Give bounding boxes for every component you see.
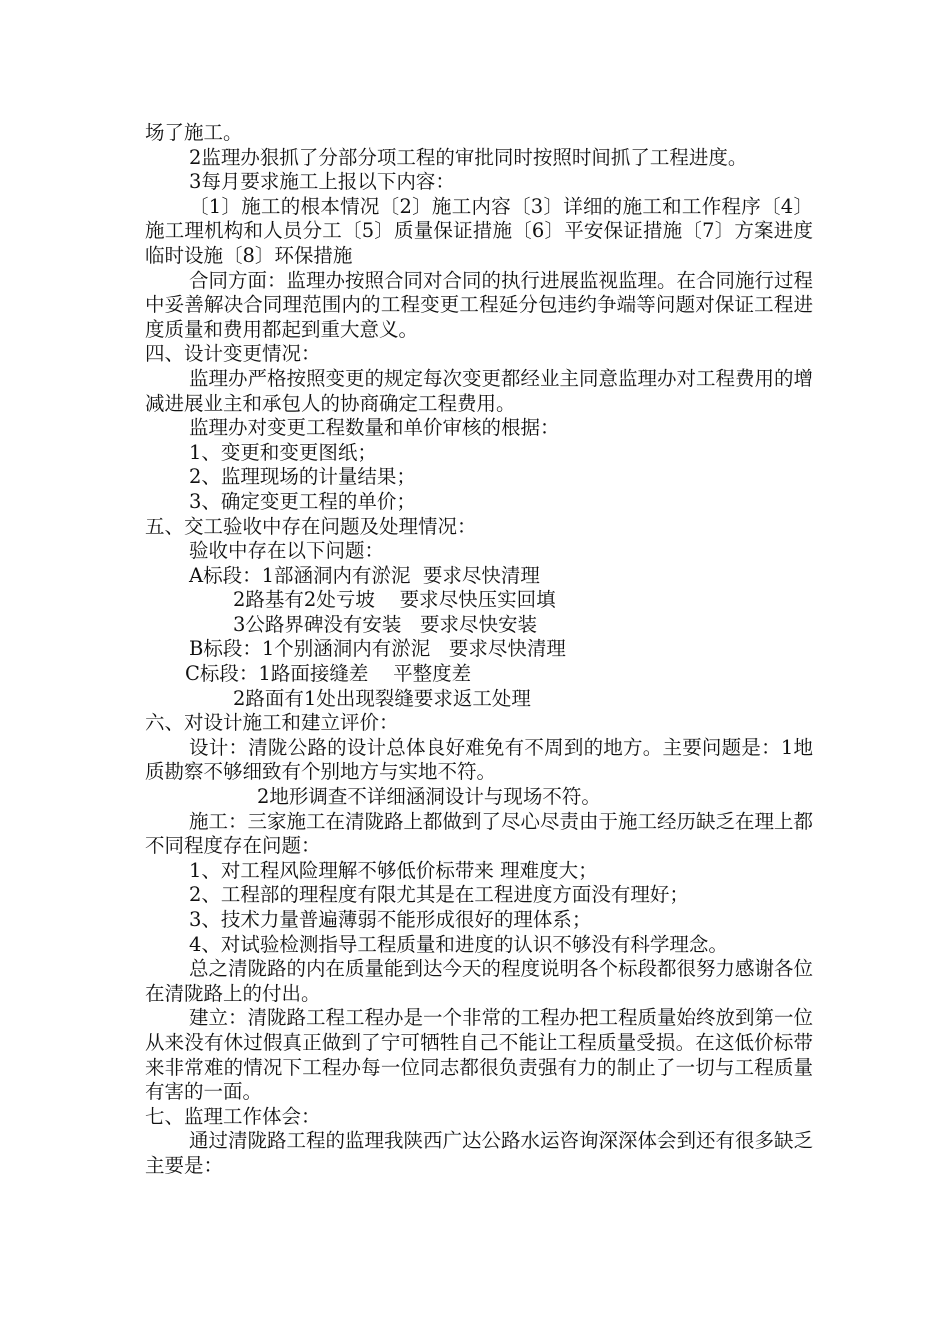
section-heading-5: 五、交工验收中存在问题及处理情况： xyxy=(145,514,477,538)
paragraph-summary: 总之清陇路的内在质量能到达今天的程度说明各个标段都很努力感谢各位在清陇路上的付出。 xyxy=(145,957,814,1005)
paragraph-continuation: 场了施工。 xyxy=(145,121,243,144)
paragraph-issues-intro: 验收中存在以下问题： xyxy=(189,539,385,563)
paragraph-design-evaluation-2: 2地形调查不详细涵洞设计与现场不符。 xyxy=(257,785,601,809)
paragraph-design-change: 监理办严格按照变更的规定每次变更都经业主同意监理办对工程费用的增减进展业主和承包人的协商确定工程费用。 xyxy=(145,366,814,415)
paragraph-item-3: 3每月要求施工上报以下内容： xyxy=(189,170,455,194)
issue-section-b: B标段：1个别涵洞内有淤泥 要求尽快清理 xyxy=(189,637,566,661)
list-item: 2、监理现场的计量结果； xyxy=(189,465,416,489)
paragraph-report-contents: 〔1〕施工的根本情况〔2〕施工内容〔3〕详细的施工和工作程序〔4〕施工理机构和人员分工〔5〕质量保证措施〔6〕平安保证措施〔7〕方案进度临时设施〔8〕环保措施 xyxy=(145,194,813,267)
paragraph-owner-evaluation: 建立：清陇路工程工程办是一个非常的工程办把工程质量始终放到第一位从来没有休过假真正做到了宁可牺牲自己不能让工程质量受损。在这低价标带来非常难的情况下工程办每一位同志都很负责强有力的制止了一切与工程质量有害的一面。 xyxy=(145,1006,814,1104)
issue-section-a-2: 2路基有2处亏坡 要求尽快压实回填 xyxy=(233,588,556,612)
paragraph-review-basis: 监理办对变更工程数量和单价审核的根据： xyxy=(189,416,560,440)
paragraph-design-evaluation: 设计：清陇公路的设计总体良好难免有不周到的地方。主要问题是：1地质勘察不够细致有个别地方与实地不符。 xyxy=(145,735,813,784)
paragraph-item-2: 2监理办狠抓了分部分项工程的审批同时按照时间抓了工程进度。 xyxy=(189,145,748,169)
issue-section-a-3: 3公路界碑没有安装 要求尽快安装 xyxy=(233,612,538,636)
document-body xyxy=(145,121,813,1179)
section-heading-6: 六、对设计施工和建立评价： xyxy=(145,711,399,735)
section-heading-7: 七、监理工作体会： xyxy=(145,1104,321,1128)
list-item: 1、变更和变更图纸； xyxy=(189,440,377,464)
paragraph-experience: 通过清陇路工程的监理我陕西广达公路水运咨询深深体会到还有很多缺乏主要是： xyxy=(145,1129,814,1177)
issue-section-c-2: 2路面有1处出现裂缝要求返工处理 xyxy=(233,686,531,710)
issue-section-a: A标段：1部涵洞内有淤泥 要求尽快清理 xyxy=(189,563,540,587)
paragraph-construction-evaluation: 施工：三家施工在清陇路上都做到了尽心尽责由于施工经历缺乏在理上都不同程度存在问题： xyxy=(145,809,814,858)
paragraph-contract: 合同方面：监理办按照合同对合同的执行进展监视监理。在合同施行过程中妥善解决合同理范围内的工程变更工程延分包违约争端等问题对保证工程进度质量和费用都起到重大意义。 xyxy=(145,268,814,341)
list-item: 2、工程部的理程度有限尤其是在工程进度方面没有理好； xyxy=(189,883,689,907)
list-item: 3、技术力量普遍薄弱不能形成很好的理体系； xyxy=(189,908,592,931)
list-item: 4、对试验检测指导工程质量和进度的认识不够没有科学理念。 xyxy=(189,932,728,956)
section-heading-4: 四、设计变更情况： xyxy=(145,342,321,366)
issue-section-c: C标段：1路面接缝差 平整度差 xyxy=(185,662,472,686)
list-item: 1、对工程风险理解不够低价标带来 理难度大； xyxy=(189,858,598,882)
list-item: 3、确定变更工程的单价； xyxy=(189,489,416,513)
